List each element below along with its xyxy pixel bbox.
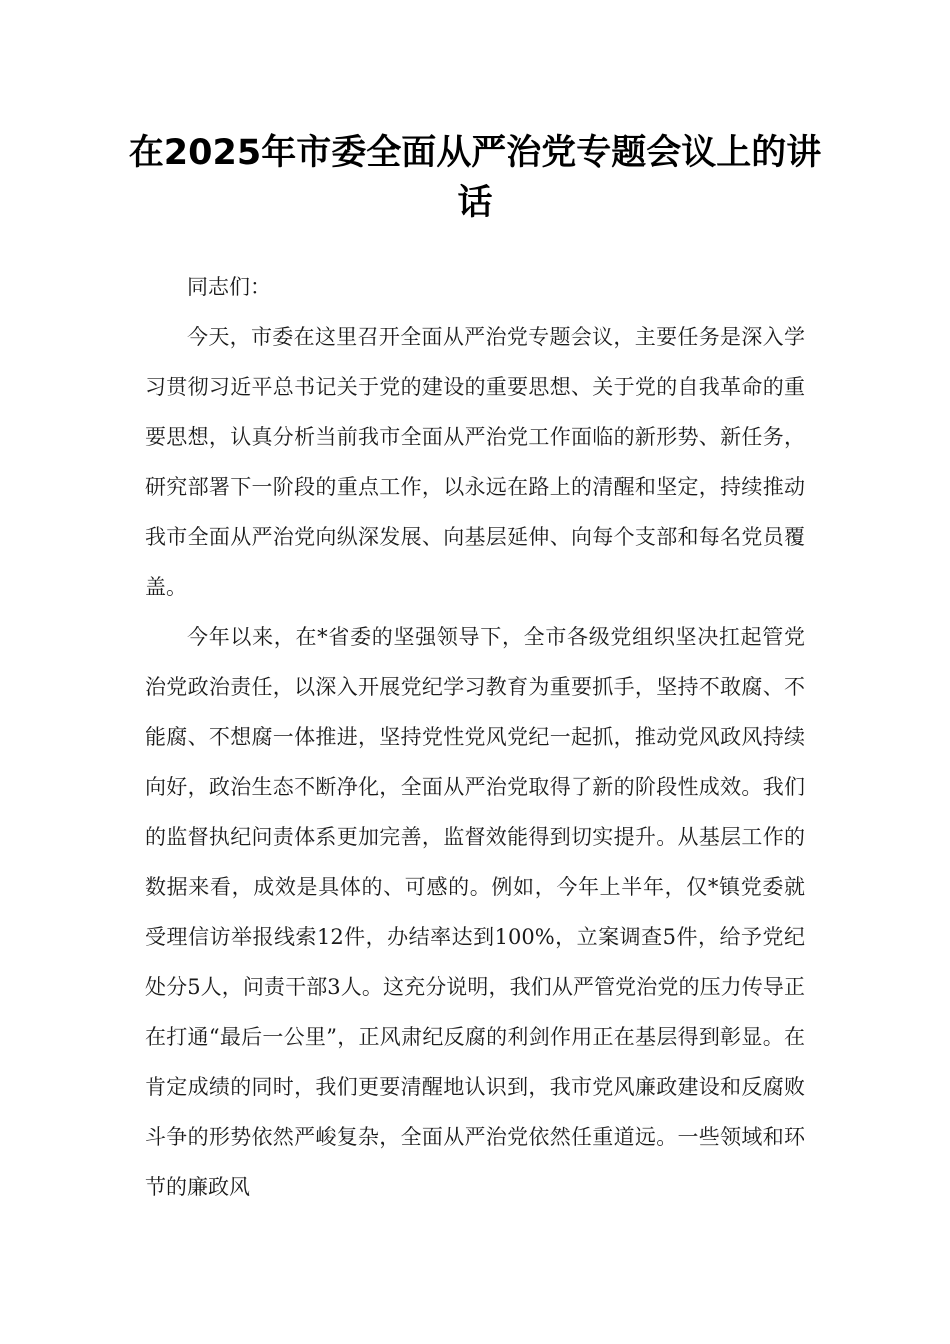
- paragraph: 今年以来，在*省委的坚强领导下，全市各级党组织坚决扛起管党治党政治责任，以深入开展党纪学习教育为重要抓手，坚持不敢腐、不能腐、不想腐一体推进，坚持党性党风党纪一起抓，推动党风政风持续向好，政治生态不断净化，全面从严治党取得了新的阶段性成效。我们的监督执纪问责体系更加完善，监督效能得到切实提升。从基层工作的数据来看，成效是具体的、可感的。例如，今年上半年，仅*镇党委就受理信访举报线索12件，办结率达到100%，立案调查5件，给予党纪处分5人，问责干部3人。这充分说明，我们从严管党治党的压力传导正在打通“最后一公里”，正风肃纪反腐的利剑作用正在基层得到彰显。在肯定成绩的同时，我们更要清醒地认识到，我市党风廉政建设和反腐败斗争的形势依然严峻复杂，全面从严治党依然任重道远。一些领域和环节的廉政风: [145, 625, 805, 1199]
- paragraph: 今天，市委在这里召开全面从严治党专题会议，主要任务是深入学习贯彻习近平总书记关于党的建设的重要思想、关于党的自我革命的重要思想，认真分析当前我市全面从严治党工作面临的新形势、新任务，研究部署下一阶段的重点工作，以永远在路上的清醒和坚定，持续推动我市全面从严治党向纵深发展、向基层延伸、向每个支部和每名党员覆盖。: [145, 325, 805, 599]
- salutation: 同志们：: [187, 275, 271, 299]
- document-title: 在2025年市委全面从严治党专题会议上的讲话: [128, 133, 822, 223]
- document-body: [145, 262, 805, 1212]
